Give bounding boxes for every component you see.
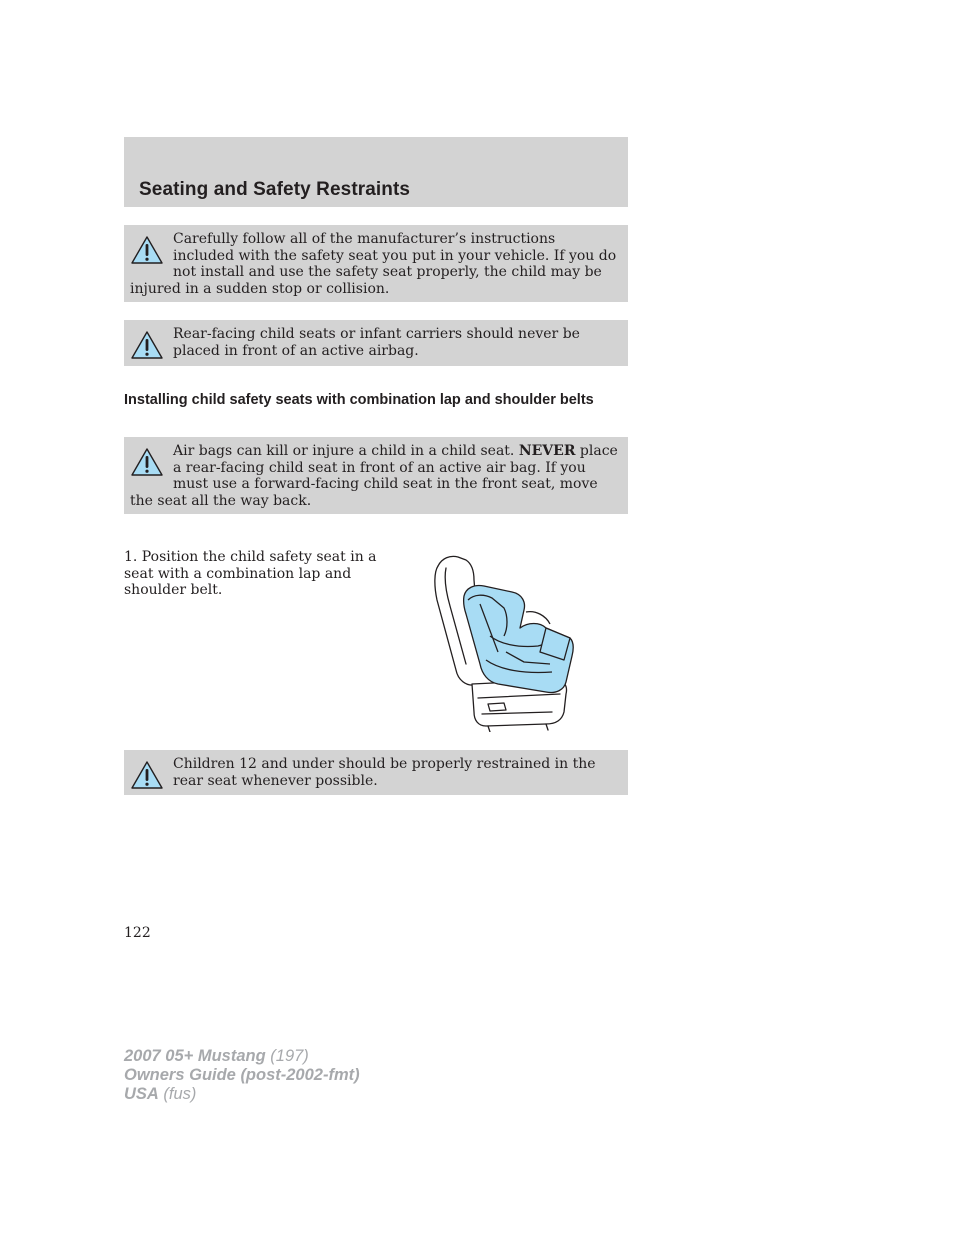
warning-text [130,443,620,509]
warning-box [124,225,628,302]
warning-triangle-icon [130,447,164,477]
warning-text: Carefully follow all of the manufacturer’s instructions included with the safety seat you put in your vehicle. If you do not install and use the safety seat properly, the child may be injured in a sudden stop or collision. [130,231,617,297]
footer-market-code: (fus) [158,1085,197,1103]
warning-box [124,320,628,366]
child-seat-illustration [428,552,584,732]
warning-text: Rear-facing child seats or infant carriers should never be placed in front of an active airbag. [173,326,580,359]
footer-line [124,1085,360,1104]
footer-guide: Owners Guide (post-2002-fmt) [124,1066,360,1084]
warning-box [124,750,628,795]
footer-line [124,1066,360,1085]
page-title: Seating and Safety Restraints [139,179,411,200]
warning-text: Children 12 and under should be properly restrained in the rear seat whenever possible. [173,756,596,789]
warning-box [124,437,628,514]
warning-emphasis: NEVER [518,443,576,459]
instruction-step: 1. Position the child safety seat in a seat with a combination lap and shoulder belt. [124,549,377,598]
footer-model: 2007 05+ Mustang [124,1047,266,1065]
footer-line [124,1047,360,1066]
section-heading: Installing child safety seats with combination lap and shoulder belts [124,392,594,408]
page-number: 122 [124,925,151,941]
warning-triangle-icon [130,235,164,265]
warning-text-part: place a rear-facing child seat in front of an active air bag. If you must use a forward-facing child seat in the front seat, move the seat all the way back. [130,443,618,509]
footer-market: USA [124,1085,159,1103]
warning-text-part: Air bags can kill or injure a child in a child seat. [173,443,519,459]
footer-code: (197) [265,1047,309,1065]
warning-triangle-icon [130,760,164,790]
warning-triangle-icon [130,330,164,360]
section-header-bar [124,137,628,207]
document-footer [124,1047,360,1104]
